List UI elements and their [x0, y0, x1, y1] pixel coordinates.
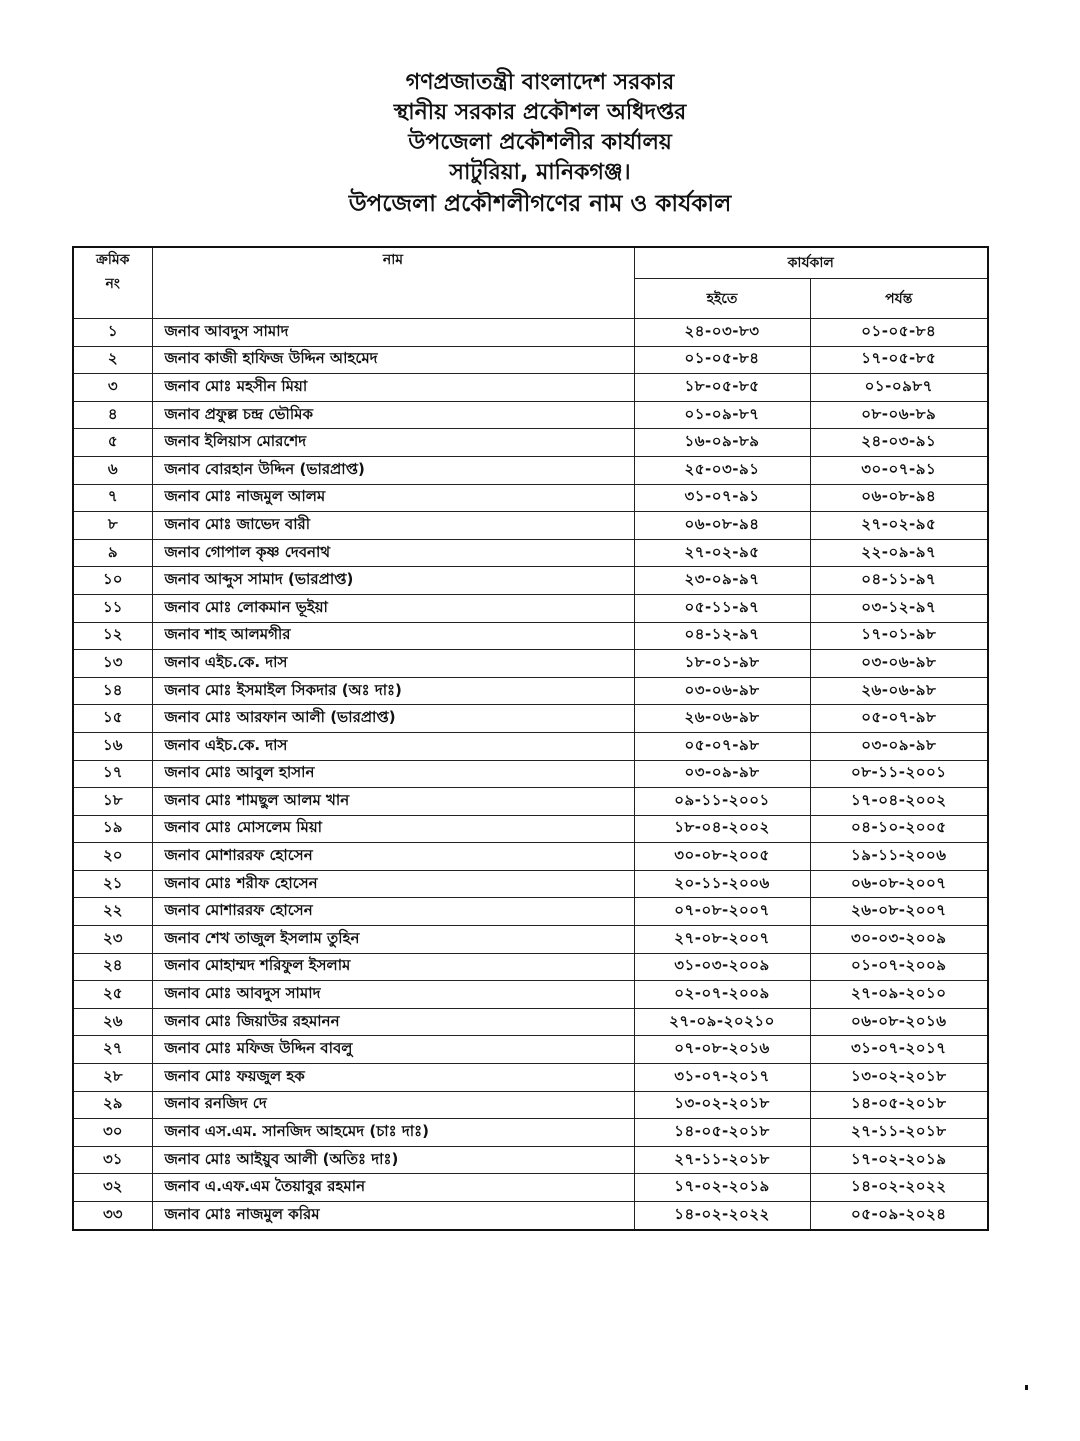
table-row	[73, 319, 988, 347]
name-cell: জনাব মোহাম্মদ শরিফুল ইসলাম	[152, 953, 634, 981]
table-row	[73, 898, 988, 926]
name-cell: জনাব মোঃ ইসমাইল সিকদার (অঃ দাঃ)	[152, 677, 634, 705]
to-date-cell: ২৭-০২-৯৫	[810, 512, 988, 540]
to-date-cell: ০৬-০৮-২০০৭	[810, 870, 988, 898]
to-date-cell: ২২-০৯-৯৭	[810, 539, 988, 567]
name-cell: জনাব শাহ আলমগীর	[152, 622, 634, 650]
name-cell: জনাব আবদুস সামাদ	[152, 319, 634, 347]
serial-cell: ৯	[73, 539, 152, 567]
table-row	[73, 650, 988, 678]
table-row	[73, 374, 988, 402]
to-date-cell: ০৮-০৬-৮৯	[810, 401, 988, 429]
name-cell: জনাব মোঃ আবুল হাসান	[152, 760, 634, 788]
from-date-cell: ২৭-১১-২০১৮	[634, 1146, 810, 1174]
serial-cell: ৮	[73, 512, 152, 540]
name-cell: জনাব মোঃ ফয়জুল হক	[152, 1064, 634, 1092]
column-header-to: পর্যন্ত	[810, 279, 988, 319]
table-row	[73, 815, 988, 843]
name-cell: জনাব শেখ তাজুল ইসলাম তুহিন	[152, 926, 634, 954]
from-date-cell: ০৩-০৬-৯৮	[634, 677, 810, 705]
from-date-cell: ০৭-০৮-২০০৭	[634, 898, 810, 926]
from-date-cell: ০৪-১২-৯৭	[634, 622, 810, 650]
from-date-cell: ১৮-০১-৯৮	[634, 650, 810, 678]
to-date-cell: ১৭-০৪-২০০২	[810, 788, 988, 816]
to-date-cell: ২৭-০৯-২০১০	[810, 981, 988, 1009]
table-row	[73, 346, 988, 374]
table-row	[73, 1036, 988, 1064]
table-header-row	[73, 247, 988, 279]
table-row	[73, 843, 988, 871]
from-date-cell: ১৩-০২-২০১৮	[634, 1091, 810, 1119]
to-date-cell: ১৭-০৫-৮৫	[810, 346, 988, 374]
from-date-cell: ০২-০৭-২০০৯	[634, 981, 810, 1009]
serial-cell: ২৬	[73, 1008, 152, 1036]
column-header-from: হইতে	[634, 279, 810, 319]
to-date-cell: ৩১-০৭-২০১৭	[810, 1036, 988, 1064]
name-cell: জনাব আব্দুস সামাদ (ভারপ্রাপ্ত)	[152, 567, 634, 595]
to-date-cell: ০৮-১১-২০০১	[810, 760, 988, 788]
serial-cell: ১০	[73, 567, 152, 595]
from-date-cell: ১৮-০৫-৮৫	[634, 374, 810, 402]
table-row	[73, 732, 988, 760]
name-cell: জনাব কাজী হাফিজ উদ্দিন আহমেদ	[152, 346, 634, 374]
from-date-cell: ১৭-০২-২০১৯	[634, 1174, 810, 1202]
serial-cell: ২৮	[73, 1064, 152, 1092]
from-date-cell: ২৩-০৯-৯৭	[634, 567, 810, 595]
to-date-cell: ০১-০৭-২০০৯	[810, 953, 988, 981]
to-date-cell: ২৬-০৬-৯৮	[810, 677, 988, 705]
to-date-cell: ০৩-০৯-৯৮	[810, 732, 988, 760]
serial-cell: ১৩	[73, 650, 152, 678]
to-date-cell: ০৪-১১-৯৭	[810, 567, 988, 595]
table-row	[73, 788, 988, 816]
from-date-cell: ৩১-০৩-২০০৯	[634, 953, 810, 981]
serial-cell: ১৮	[73, 788, 152, 816]
table-row	[73, 484, 988, 512]
to-date-cell: ০৫-০৭-৯৮	[810, 705, 988, 733]
from-date-cell: ২৬-০৬-৯৮	[634, 705, 810, 733]
to-date-cell: ১৪-০২-২০২২	[810, 1174, 988, 1202]
name-cell: জনাব মোঃ জিয়াউর রহমানন	[152, 1008, 634, 1036]
name-cell: জনাব মোশাররফ হোসেন	[152, 898, 634, 926]
table-row	[73, 1146, 988, 1174]
serial-cell: ৩৩	[73, 1202, 152, 1230]
serial-cell: ৭	[73, 484, 152, 512]
name-cell: জনাব ইলিয়াস মোরশেদ	[152, 429, 634, 457]
from-date-cell: ৩১-০৭-৯১	[634, 484, 810, 512]
serial-cell: ২৫	[73, 981, 152, 1009]
to-date-cell: ১৭-০১-৯৮	[810, 622, 988, 650]
serial-cell: ৩১	[73, 1146, 152, 1174]
name-cell: জনাব মোঃ আবদুস সামাদ	[152, 981, 634, 1009]
from-date-cell: ২০-১১-২০০৬	[634, 870, 810, 898]
table-row	[73, 1008, 988, 1036]
table-row	[73, 429, 988, 457]
from-date-cell: ১৪-০৫-২০১৮	[634, 1119, 810, 1147]
serial-cell: ২৯	[73, 1091, 152, 1119]
table-row	[73, 1174, 988, 1202]
table-row	[73, 981, 988, 1009]
to-date-cell: ০৩-১২-৯৭	[810, 594, 988, 622]
serial-cell: ২২	[73, 898, 152, 926]
to-date-cell: ০৬-০৮-২০১৬	[810, 1008, 988, 1036]
from-date-cell: ২৭-০৮-২০০৭	[634, 926, 810, 954]
from-date-cell: ২৫-০৩-৯১	[634, 456, 810, 484]
serial-cell: ২১	[73, 870, 152, 898]
serial-header-line1: ক্রমিক	[96, 252, 130, 268]
from-date-cell: ০৩-০৯-৯৮	[634, 760, 810, 788]
serial-cell: ২	[73, 346, 152, 374]
serial-cell: ২৪	[73, 953, 152, 981]
table-row	[73, 705, 988, 733]
from-date-cell: ০১-০৫-৮৪	[634, 346, 810, 374]
name-cell: জনাব রনজিদ দে	[152, 1091, 634, 1119]
serial-cell: ৩২	[73, 1174, 152, 1202]
from-date-cell: ০৫-১১-৯৭	[634, 594, 810, 622]
name-cell: জনাব প্রফুল্ল চন্দ্র ভৌমিক	[152, 401, 634, 429]
name-cell: জনাব মোঃ লোকমান ভূইয়া	[152, 594, 634, 622]
from-date-cell: ৩০-০৮-২০০৫	[634, 843, 810, 871]
column-header-serial	[73, 247, 152, 319]
name-cell: জনাব মোঃ আইয়ুব আলী (অতিঃ দাঃ)	[152, 1146, 634, 1174]
to-date-cell: ০১-০৫-৮৪	[810, 319, 988, 347]
name-cell: জনাব মোঃ শরীফ হোসেন	[152, 870, 634, 898]
name-cell: জনাব বোরহান উদ্দিন (ভারপ্রাপ্ত)	[152, 456, 634, 484]
document-title: উপজেলা প্রকৌশলীগণের নাম ও কার্যকাল	[348, 191, 732, 217]
to-date-cell: ১৪-০৫-২০১৮	[810, 1091, 988, 1119]
table-row	[73, 401, 988, 429]
serial-cell: ১	[73, 319, 152, 347]
from-date-cell: ২৭-০৯-২০২১০	[634, 1008, 810, 1036]
table-row	[73, 567, 988, 595]
serial-cell: ১২	[73, 622, 152, 650]
document-header	[0, 68, 1080, 218]
serial-header-line2: নং	[105, 276, 120, 292]
to-date-cell: ২৪-০৩-৯১	[810, 429, 988, 457]
table-row	[73, 1202, 988, 1230]
name-cell: জনাব মোঃ মোসলেম মিয়া	[152, 815, 634, 843]
to-date-cell: ২৭-১১-২০১৮	[810, 1119, 988, 1147]
table-row	[73, 512, 988, 540]
to-date-cell: ১৩-০২-২০১৮	[810, 1064, 988, 1092]
serial-cell: ৪	[73, 401, 152, 429]
column-header-tenure: কার্যকাল	[634, 247, 988, 279]
to-date-cell: ১৭-০২-২০১৯	[810, 1146, 988, 1174]
to-date-cell: ০৫-০৯-২০২৪	[810, 1202, 988, 1230]
serial-cell: ১৫	[73, 705, 152, 733]
name-cell: জনাব এস.এম. সানজিদ আহমেদ (চাঃ দাঃ)	[152, 1119, 634, 1147]
serial-cell: ১৭	[73, 760, 152, 788]
table-row	[73, 760, 988, 788]
name-cell: জনাব মোঃ নাজমুল আলম	[152, 484, 634, 512]
to-date-cell: ০৩-০৬-৯৮	[810, 650, 988, 678]
from-date-cell: ১৮-০৪-২০০২	[634, 815, 810, 843]
from-date-cell: ৩১-০৭-২০১৭	[634, 1064, 810, 1092]
table-row	[73, 1091, 988, 1119]
serial-cell: ৫	[73, 429, 152, 457]
table-row	[73, 539, 988, 567]
name-cell: জনাব এইচ.কে. দাস	[152, 650, 634, 678]
to-date-cell: ২৬-০৮-২০০৭	[810, 898, 988, 926]
from-date-cell: ১৬-০৯-৮৯	[634, 429, 810, 457]
to-date-cell: ৩০-০৩-২০০৯	[810, 926, 988, 954]
table-row	[73, 677, 988, 705]
name-cell: জনাব মোঃ শামছুল আলম খান	[152, 788, 634, 816]
table-row	[73, 953, 988, 981]
serial-cell: ৩	[73, 374, 152, 402]
serial-cell: ৬	[73, 456, 152, 484]
serial-cell: ১১	[73, 594, 152, 622]
table-row	[73, 1119, 988, 1147]
office-name: উপজেলা প্রকৌশলীর কার্যালয়	[408, 130, 672, 155]
from-date-cell: ০৯-১১-২০০১	[634, 788, 810, 816]
name-cell: জনাব মোঃ আরফান আলী (ভারপ্রাপ্ত)	[152, 705, 634, 733]
name-cell: জনাব মোঃ নাজমুল করিম	[152, 1202, 634, 1230]
name-cell: জনাব এ.এফ.এম তৈয়াবুর রহমান	[152, 1174, 634, 1202]
to-date-cell: ০৬-০৮-৯৪	[810, 484, 988, 512]
name-cell: জনাব মোঃ মফিজ উদ্দিন বাবলু	[152, 1036, 634, 1064]
department-name: স্থানীয় সরকার প্রকৌশল অধিদপ্তর	[393, 100, 687, 125]
table-row	[73, 1064, 988, 1092]
table-row	[73, 926, 988, 954]
engineers-tenure-table	[72, 246, 989, 1231]
name-cell: জনাব এইচ.কে. দাস	[152, 732, 634, 760]
to-date-cell: ১৯-১১-২০০৬	[810, 843, 988, 871]
table-row	[73, 870, 988, 898]
name-cell: জনাব মোশাররফ হোসেন	[152, 843, 634, 871]
name-cell: জনাব মোঃ জাভেদ বারী	[152, 512, 634, 540]
stray-mark	[1025, 1385, 1028, 1390]
from-date-cell: ১৪-০২-২০২২	[634, 1202, 810, 1230]
to-date-cell: ০১-০৯৮৭	[810, 374, 988, 402]
from-date-cell: ২৪-০৩-৮৩	[634, 319, 810, 347]
serial-cell: ১৪	[73, 677, 152, 705]
from-date-cell: ২৭-০২-৯৫	[634, 539, 810, 567]
serial-cell: ১৬	[73, 732, 152, 760]
table-body	[73, 319, 988, 1230]
from-date-cell: ০৭-০৮-২০১৬	[634, 1036, 810, 1064]
from-date-cell: ০১-০৯-৮৭	[634, 401, 810, 429]
to-date-cell: ০৪-১০-২০০৫	[810, 815, 988, 843]
from-date-cell: ০৬-০৮-৯৪	[634, 512, 810, 540]
to-date-cell: ৩০-০৭-৯১	[810, 456, 988, 484]
column-header-name: নাম	[152, 247, 634, 319]
office-location: সাটুরিয়া, মানিকগঞ্জ।	[449, 160, 631, 185]
serial-cell: ৩০	[73, 1119, 152, 1147]
table-row	[73, 594, 988, 622]
serial-cell: ২৭	[73, 1036, 152, 1064]
table-row	[73, 622, 988, 650]
serial-cell: ১৯	[73, 815, 152, 843]
government-name: গণপ্রজাতন্ত্রী বাংলাদেশ সরকার	[405, 70, 675, 95]
serial-cell: ২০	[73, 843, 152, 871]
name-cell: জনাব মোঃ মহসীন মিয়া	[152, 374, 634, 402]
table-row	[73, 456, 988, 484]
from-date-cell: ০৫-০৭-৯৮	[634, 732, 810, 760]
serial-cell: ২৩	[73, 926, 152, 954]
name-cell: জনাব গোপাল কৃষ্ণ দেবনাথ	[152, 539, 634, 567]
